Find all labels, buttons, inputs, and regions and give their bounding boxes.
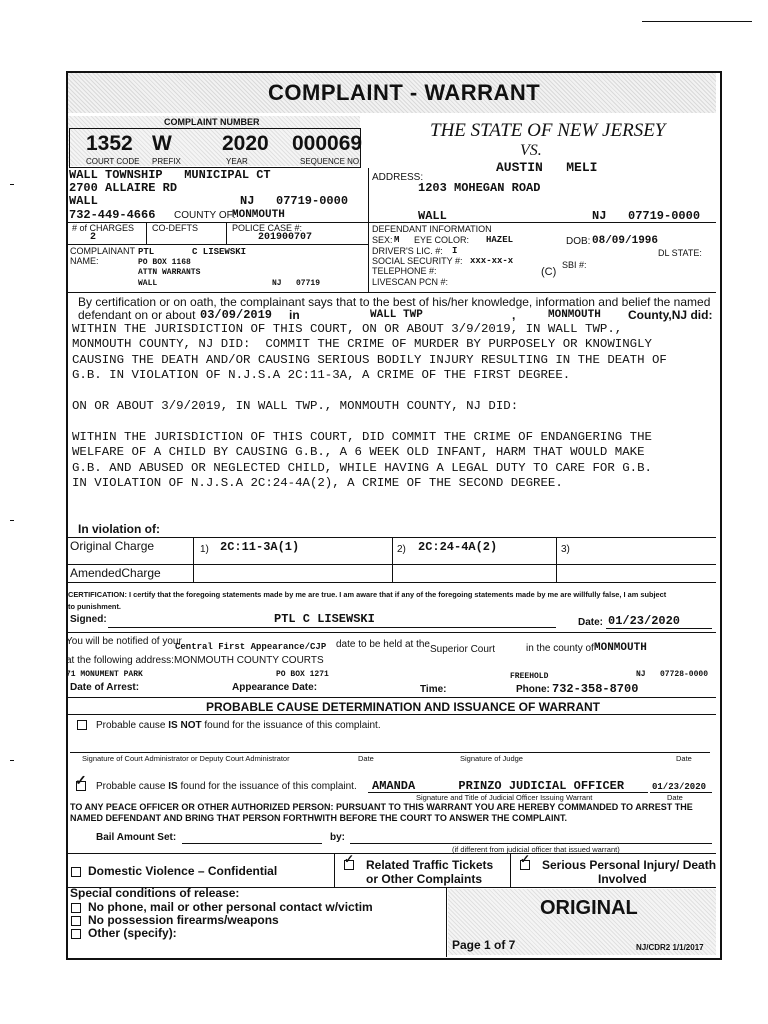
narrative-line: WITHIN THE JURISDICTION OF THIS COURT, DID COMMIT THE CRIME OF ENDANGERING THE xyxy=(72,429,652,444)
bail-amount-label: Bail Amount Set: xyxy=(96,832,177,843)
probable-cause-not-found-checkbox[interactable] xyxy=(77,720,87,730)
column-divider xyxy=(368,168,369,292)
appearance-pobox: PO BOX 1271 xyxy=(276,670,329,679)
signed-date: 01/23/2020 xyxy=(608,614,681,628)
certification-intro: By certification or on oath, the complainant says that to the best of his/her knowledge, information and belief the named xyxy=(78,295,711,309)
dob-value: 08/09/1996 xyxy=(592,235,659,247)
prefix-label: PREFIX xyxy=(152,157,181,166)
domestic-violence-checkbox[interactable] xyxy=(71,867,81,877)
release-other-checkbox[interactable] xyxy=(71,929,81,939)
versus: VS. xyxy=(520,142,542,159)
narrative-line: CAUSING THE DEATH AND/OR CAUSING SERIOUS BODILY INJURY RESULTING IN THE DEATH OF xyxy=(72,352,667,367)
charges-label: # of CHARGES xyxy=(72,223,135,233)
appearance-date-label: Appearance Date: xyxy=(232,682,318,693)
complaint-prefix: W xyxy=(152,132,172,155)
date-of-arrest-label: Date of Arrest: xyxy=(70,682,140,693)
dl-state-label: DL STATE: xyxy=(658,248,702,258)
certification-intro-2: defendant on or about xyxy=(78,308,196,322)
complainant-state-zip: NJ 07719 xyxy=(272,279,321,288)
release-no-contact-checkbox[interactable] xyxy=(71,903,81,913)
related-traffic-label: Related Traffic Tickets xyxy=(366,858,494,872)
offense-place: WALL TWP xyxy=(370,309,423,321)
injury-check-icon: ✓ xyxy=(520,852,531,866)
year-label: YEAR xyxy=(226,157,248,166)
sex-value: M xyxy=(394,235,400,245)
violation-label: In violation of: xyxy=(78,522,160,536)
release-no-firearms: No possession firearms/weapons xyxy=(88,913,279,927)
form-number: NJ/CDR2 1/1/2017 xyxy=(636,943,704,952)
court-phone: 732-449-4666 xyxy=(69,208,156,222)
judge-signature-label: Signature of Judge xyxy=(460,754,523,763)
judicial-officer-label: Signature and Title of Judicial Officer Issuing Warrant xyxy=(416,793,593,802)
appearance-city: FREEHOLD xyxy=(510,672,549,681)
charge-2-number: 2) xyxy=(397,544,406,555)
police-case-label: POLICE CASE #: xyxy=(232,223,303,233)
offense-date: 03/09/2019 xyxy=(200,308,273,322)
telephone-note: (C) xyxy=(541,266,557,278)
warrant-order-2: NAMED DEFENDANT AND BRING THAT PERSON FORTHWITH BEFORE THE COURT TO ANSWER THE COMPLAINT. xyxy=(70,813,567,823)
release-other: Other (specify): xyxy=(88,926,177,940)
complaint-year: 2020 xyxy=(222,132,269,155)
sex-label: SEX: xyxy=(372,235,393,245)
release-no-firearms-checkbox[interactable] xyxy=(71,916,81,926)
amended-charge-label: AmendedCharge xyxy=(70,566,161,580)
checkmark-icon: ✓ xyxy=(75,772,87,788)
page-number: Page 1 of 7 xyxy=(452,938,516,952)
narrative-line xyxy=(72,414,712,429)
offense-comma: , xyxy=(512,308,516,322)
narrative-line: G.B. IN VIOLATION OF N.J.S.A 2C:11-3A, A CRIME OF THE FIRST DEGREE. xyxy=(72,368,571,383)
certification-statement: CERTIFICATION: I certify that the foregoing statements made by me are true. I am aware that if any of the foregoing statements made by me are willfully false, I am subject xyxy=(68,590,667,599)
form-title: COMPLAINT - WARRANT xyxy=(268,80,541,105)
sbi-label: SBI #: xyxy=(562,260,587,270)
related-traffic-label-2: or Other Complaints xyxy=(366,872,483,886)
time-label: Time: xyxy=(420,684,447,695)
county-label: COUNTY OF: xyxy=(174,210,236,221)
codefts-label: CO-DEFTS xyxy=(152,223,198,233)
appearance-street: 71 MONUMENT PARK xyxy=(66,670,143,679)
serious-injury-label-2: Involved xyxy=(598,872,647,886)
release-heading: Special conditions of release: xyxy=(70,886,240,900)
eye-value: HAZEL xyxy=(486,235,514,245)
address-of-court-label: at the following address: xyxy=(66,655,174,666)
dob-label: DOB: xyxy=(566,236,591,247)
complaint-sequence: 000069 xyxy=(292,132,363,155)
dl-value: I xyxy=(452,246,458,256)
complainant-name-label: NAME: xyxy=(70,256,99,266)
offense-county: MONMOUTH xyxy=(548,309,601,321)
charge-1: 2C:11-3A(1) xyxy=(220,540,300,554)
signed-label: Signed: xyxy=(70,614,107,625)
eye-label: EYE COLOR: xyxy=(414,235,470,245)
police-case: 201900707 xyxy=(258,232,313,243)
appearance-address: MONMOUTH COUNTY COURTS xyxy=(174,655,324,666)
narrative-line: WELFARE OF A CHILD BY CAUSING G.B., A 6 WEEK OLD INFANT, HARM THAT WOULD MAKE xyxy=(72,445,645,460)
defendant-state-zip: NJ 07719-0000 xyxy=(592,209,701,223)
complainant-label: COMPLAINANT xyxy=(70,246,136,256)
probable-cause-found: Probable cause IS found for the issuance of this complaint. xyxy=(96,781,357,792)
charge-2: 2C:24-4A(2) xyxy=(418,540,498,554)
court-name: WALL TOWNSHIP MUNICIPAL CT xyxy=(69,168,271,182)
appearance-state-zip: NJ 07728-0000 xyxy=(636,670,709,679)
release-no-contact: No phone, mail or other personal contact w/victim xyxy=(88,900,373,914)
narrative-line: WITHIN THE JURISDICTION OF THIS COURT, ON OR ABOUT 3/9/2019, IN WALL TWP., xyxy=(72,322,623,336)
narrative-line xyxy=(72,384,712,399)
narrative-line: IN VIOLATION OF N.J.S.A 2C:24-4A(2), A CRIME OF THE SECOND DEGREE. xyxy=(72,475,563,490)
probable-cause-heading: PROBABLE CAUSE DETERMINATION AND ISSUANCE OF WARRANT xyxy=(206,700,601,714)
signed-date-label: Date: xyxy=(578,617,604,628)
complainant-signature: PTL C LISEWSKI xyxy=(274,612,375,626)
dl-label: DRIVER'S LIC. #: xyxy=(372,246,443,256)
by-label: by: xyxy=(330,832,345,843)
appearance-court: Superior Court xyxy=(430,644,496,655)
court-county: MONMOUTH xyxy=(232,209,285,221)
certification-statement-2: to punishment. xyxy=(68,602,121,611)
charges-count: 2 xyxy=(90,232,97,243)
complainant-city: WALL xyxy=(138,279,158,288)
complaint-number-label: COMPLAINT NUMBER xyxy=(164,117,260,127)
county-of-label: in the county of xyxy=(526,643,594,654)
telephone-label: TELEPHONE #: xyxy=(372,266,437,276)
address-label: ADDRESS: xyxy=(372,172,424,183)
narrative-line: G.B. AND ABUSED OR NEGLECTED CHILD, WHILE HAVING A LEGAL DUTY TO CARE FOR G.B. xyxy=(72,460,652,475)
admin-signature-label: Signature of Court Administrator or Deputy Court Administrator xyxy=(82,754,290,763)
offense-county-did: County,NJ did: xyxy=(628,308,713,322)
complaint-number-box xyxy=(69,128,361,168)
warrant-order: TO ANY PEACE OFFICER OR OTHER AUTHORIZED PERSON: PURSUANT TO THIS WARRANT YOU ARE HEREBY COMMANDED TO ARREST THE xyxy=(70,802,693,812)
sequence-label: SEQUENCE NO. xyxy=(300,157,362,166)
complainant-name: PTL C LISEWSKI xyxy=(138,247,247,257)
domestic-violence-label: Domestic Violence – Confidential xyxy=(88,864,278,878)
ssn-value: xxx-xx-x xyxy=(470,256,514,266)
admin-date-label: Date xyxy=(358,754,374,763)
phone-label: Phone: xyxy=(516,684,550,695)
court-phone-number: 732-358-8700 xyxy=(552,682,639,696)
state-title: THE STATE OF NEW JERSEY xyxy=(430,120,666,141)
judicial-officer-date: 01/23/2020 xyxy=(652,782,707,792)
original-charge-label: Original Charge xyxy=(70,539,155,553)
defendant-info-heading: DEFENDANT INFORMATION xyxy=(372,224,492,234)
defendant-name: AUSTIN MELI xyxy=(496,160,598,175)
held-label: date to be held at the xyxy=(336,639,430,650)
defendant-city: WALL xyxy=(418,209,447,223)
court-code: 1352 xyxy=(86,132,133,155)
court-state-zip: NJ 07719-0000 xyxy=(240,194,349,208)
serious-injury-label: Serious Personal Injury/ Death xyxy=(542,858,717,872)
narrative-line: ON OR ABOUT 3/9/2019, IN WALL TWP., MONMOUTH COUNTY, NJ DID: xyxy=(72,398,519,413)
appearance-type: Central First Appearance/CJP xyxy=(175,642,327,652)
traffic-check-icon: ✓ xyxy=(344,852,355,866)
ssn-label: SOCIAL SECURITY #: xyxy=(372,256,463,266)
complaint-narrative xyxy=(72,322,712,491)
by-note: (if different from judicial officer that issued warrant) xyxy=(452,845,620,854)
judicial-officer: AMANDA PRINZO JUDICIAL OFFICER xyxy=(372,779,625,793)
court-city: WALL xyxy=(69,194,98,208)
probable-cause-not-found: Probable cause IS NOT found for the issuance of this complaint. xyxy=(96,720,381,731)
charge-1-number: 1) xyxy=(200,544,209,555)
original-stamp: ORIGINAL xyxy=(540,897,638,919)
notified-label: You will be notified of your xyxy=(66,636,182,647)
complainant-pobox: PO BOX 1168 xyxy=(138,258,191,267)
offense-in: in xyxy=(289,308,300,322)
court-street: 2700 ALLAIRE RD xyxy=(69,181,178,195)
complainant-attn: ATTN WARRANTS xyxy=(138,268,201,277)
appearance-county: MONMOUTH xyxy=(594,642,647,654)
judge-date-label: Date xyxy=(676,754,692,763)
narrative-line: MONMOUTH COUNTY, NJ DID: COMMIT THE CRIME OF MURDER BY PURPOSELY OR KNOWINGLY xyxy=(72,337,652,352)
court-code-label: COURT CODE xyxy=(86,157,140,166)
livescan-label: LIVESCAN PCN #: xyxy=(372,277,449,287)
complaint-warrant-form xyxy=(66,71,722,960)
judicial-officer-date-label: Date xyxy=(667,793,683,802)
charge-3-number: 3) xyxy=(561,544,570,555)
defendant-street: 1203 MOHEGAN ROAD xyxy=(418,181,541,195)
